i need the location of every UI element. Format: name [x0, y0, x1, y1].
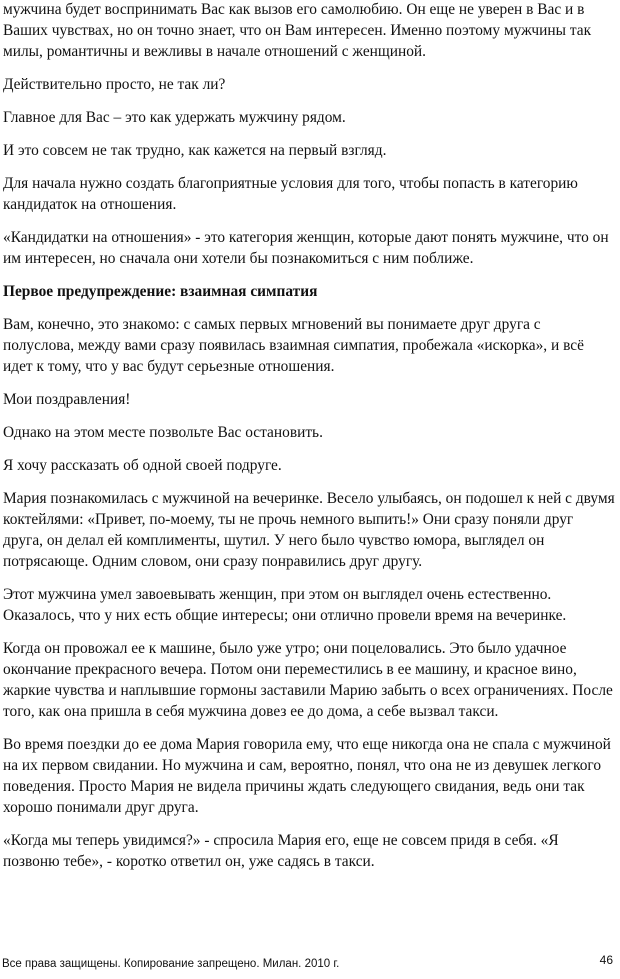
paragraph-10: Однако на этом месте позвольте Вас остановить. [3, 424, 323, 441]
paragraph-2: Действительно просто, не так ли? [3, 76, 226, 93]
paragraph-14: Когда он провожал ее к машине, было уже утро; они поцеловались. Это было удачное окончание прекрасного вечера. Потом они переместились в ее машину, и красное вино, жаркие чувства и наплывшие гормоны заставили Марию забыть о всех ограничениях. После того, как она пришла в себя мужчина довез ее до дома, а себе вызвал такси. [3, 640, 613, 720]
paragraph-13: Этот мужчина умел завоевывать женщин, при этом он выглядел очень естественно. Оказалось, что у них есть общие интересы; они отлично провели время на вечеринке. [3, 586, 567, 624]
footer-copyright: Все права защищены. Копирование запрещено. Милан. 2010 г. [2, 958, 340, 970]
paragraph-9: Мои поздравления! [3, 391, 131, 408]
paragraph-8: Вам, конечно, это знакомо: с самых первых мгновений вы понимаете друг друга с полуслова, между вами сразу появилась взаимная симпатия, пробежала «искорка», и всё идет к тому, что у вас будут серьезные отношения. [3, 316, 584, 375]
paragraph-12: Мария познакомилась с мужчиной на вечеринке. Весело улыбаясь, он подошел к ней с двумя коктейлями: «Привет, по-моему, ты не прочь немного выпить!» Они сразу поняли друг друга, он делал ей комплименты, шутил. У него было чувство юмора, выглядел он потрясающе. Одним словом, они сразу понравились друг другу. [3, 490, 615, 570]
paragraph-11: Я хочу рассказать об одной своей подруге. [3, 457, 282, 474]
paragraph-6: «Кандидатки на отношения» - это категория женщин, которые дают понять мужчине, что он им интересен, но сначала они хотели бы познакомиться с ним поближе. [3, 229, 609, 267]
paragraph-15: Во время поездки до ее дома Мария говорила ему, что еще никогда она не спала с мужчиной на их первом свидании. Но мужчина и сам, вероятно, понял, что она не из девушек легкого поведения. Просто Мария не видела причины ждать следующего свидания, ведь они так хорошо понимали друг друга. [3, 736, 611, 816]
paragraph-3: Главное для Вас – это как удержать мужчину рядом. [3, 109, 346, 126]
paragraph-1: мужчина будет воспринимать Вас как вызов его самолюбию. Он еще не уверен в Вас и в Ваших чувствах, но он точно знает, что он Вам интересен. Именно поэтому мужчины так милы, романтичны и вежливы в начале отношений с женщиной. [3, 1, 592, 60]
paragraph-4: И это совсем не так трудно, как кажется на первый взгляд. [3, 142, 387, 159]
section-heading: Первое предупреждение: взаимная симпатия [3, 283, 318, 300]
paragraph-5: Для начала нужно создать благоприятные условия для того, чтобы попасть в категорию кандидаток на отношения. [3, 175, 578, 213]
page-number: 46 [599, 953, 613, 967]
paragraph-16: «Когда мы теперь увидимся?» - спросила Мария его, еще не совсем придя в себя. «Я позвоню тебе», - коротко ответил он, уже садясь в такси. [3, 832, 559, 870]
body-text [3, 0, 615, 884]
